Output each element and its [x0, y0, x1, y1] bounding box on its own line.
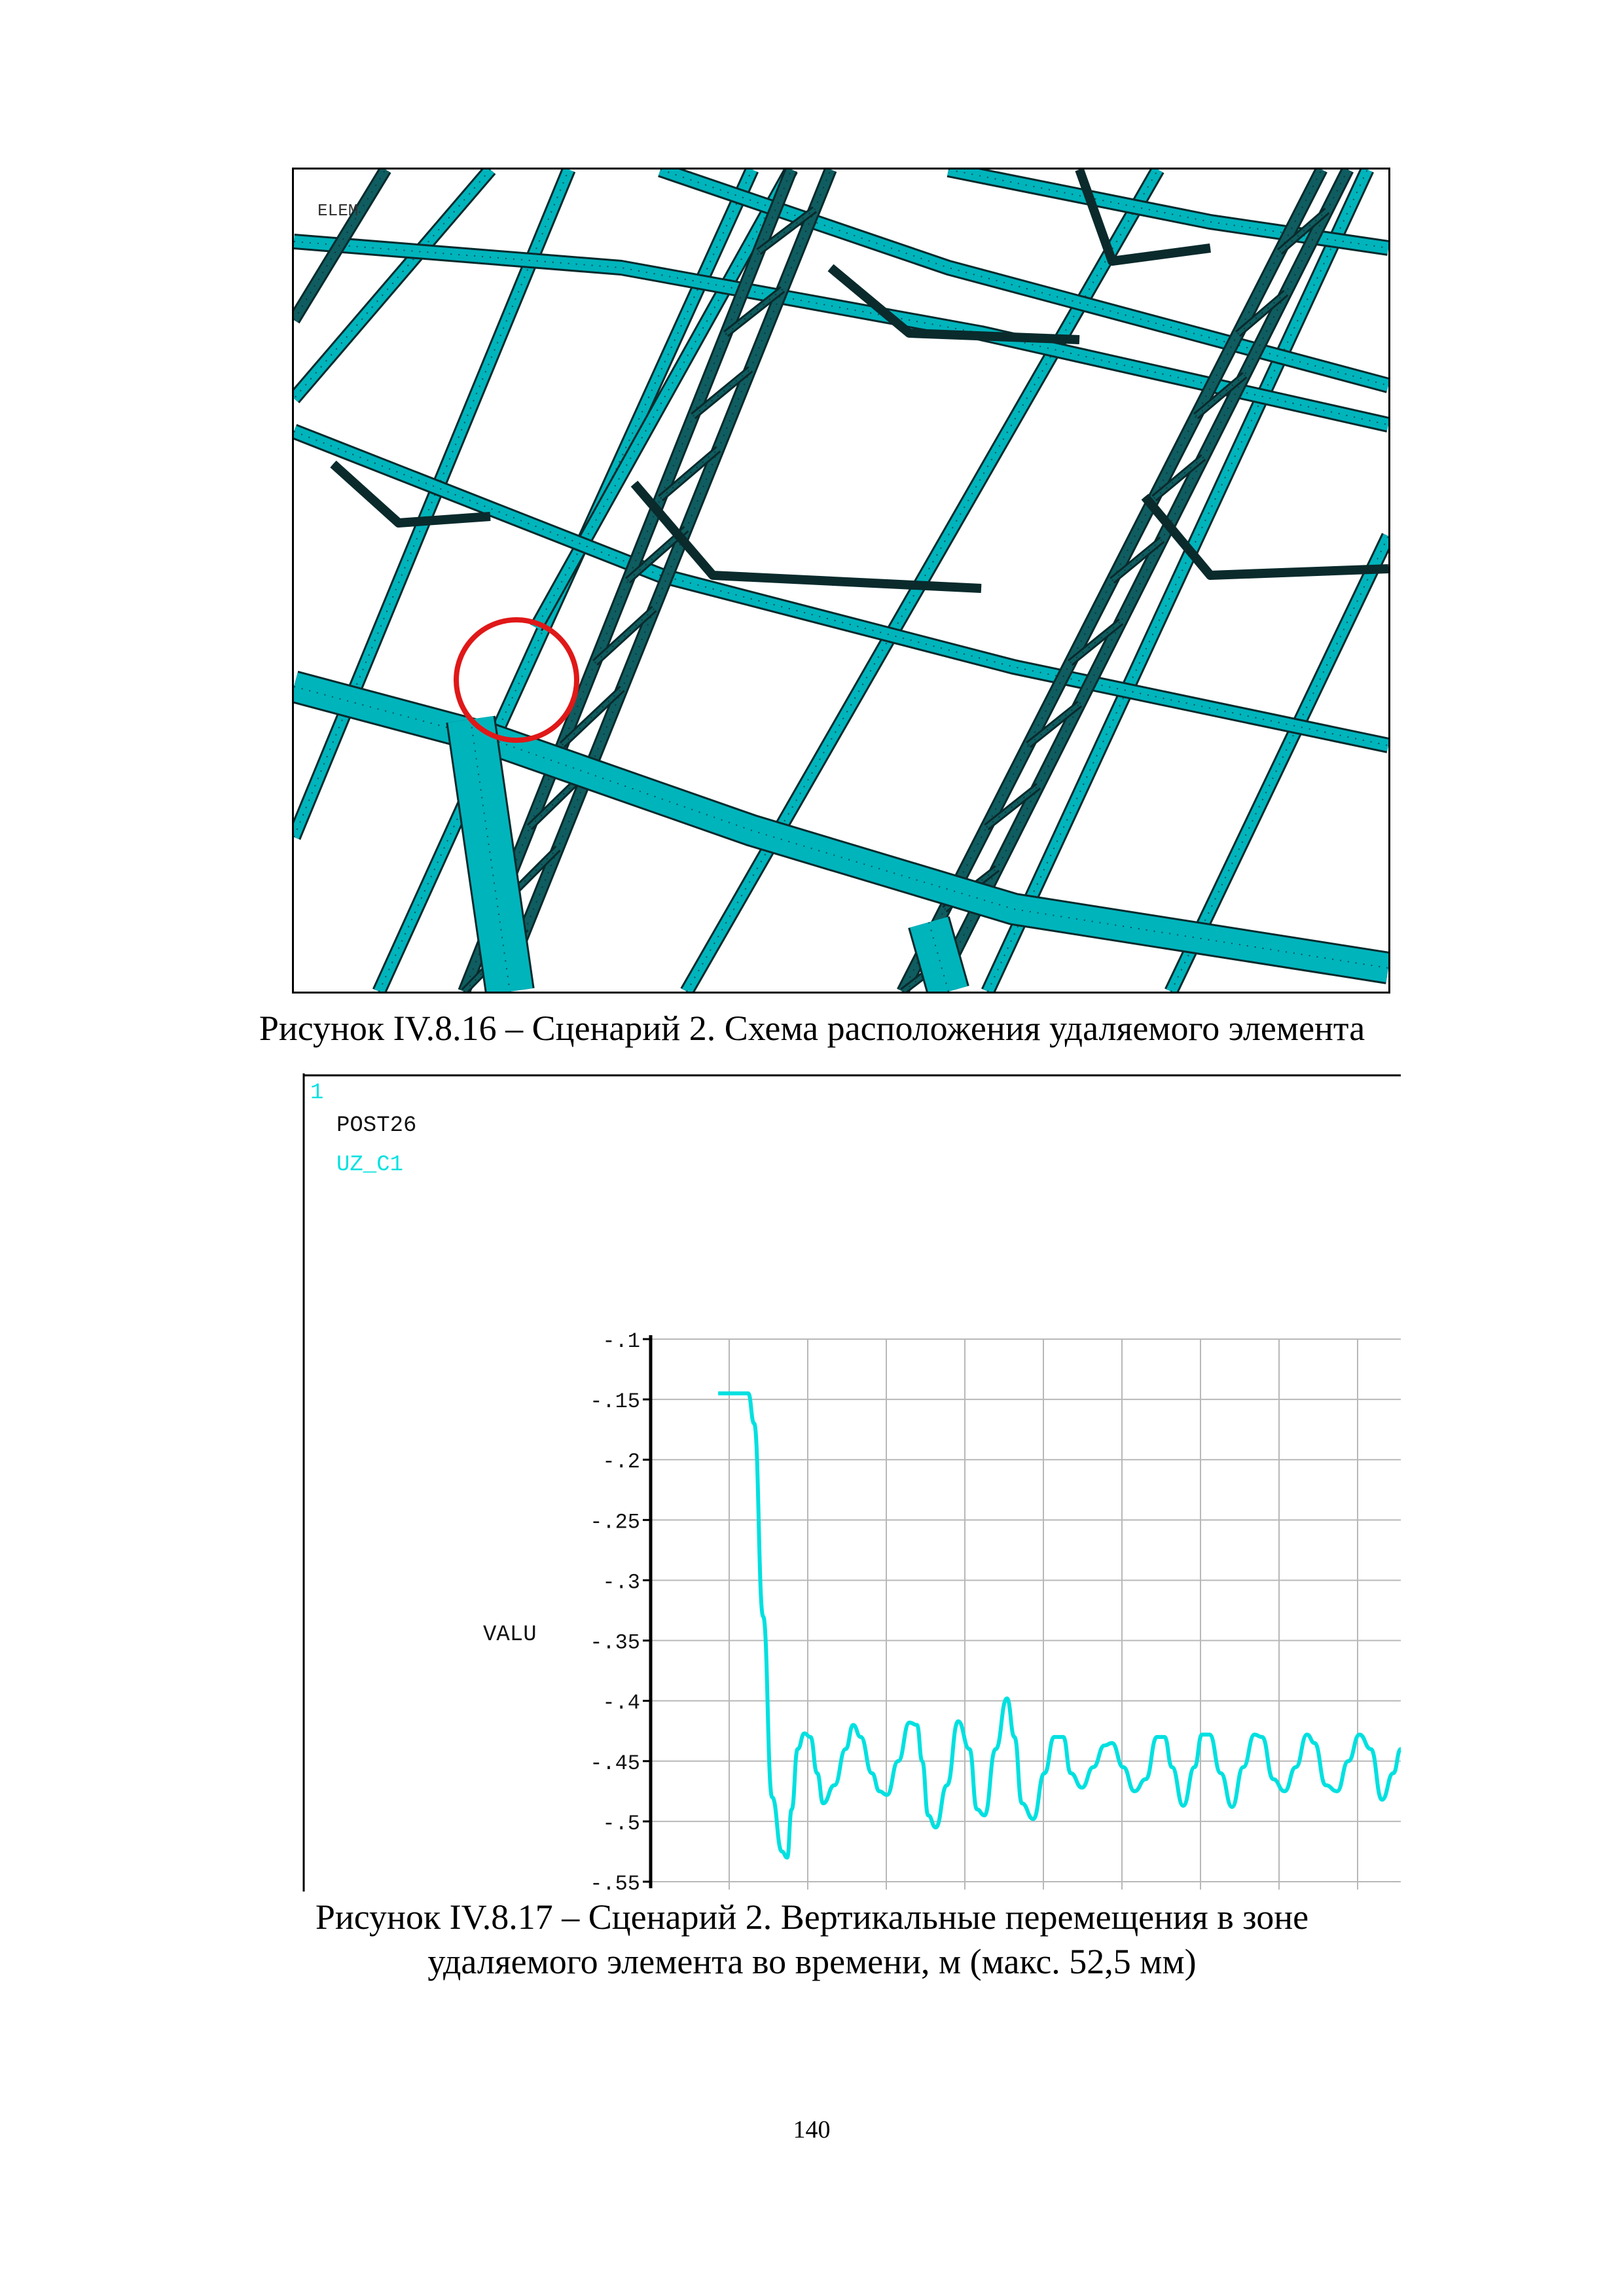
elem-label: ELEM [317, 201, 359, 221]
y-tick-label: -.3 [602, 1570, 640, 1595]
purlin-2 [660, 170, 1388, 386]
series-line-0 [718, 1393, 1401, 1857]
y-tick-label: -.35 [590, 1630, 640, 1655]
structure-model-render [294, 170, 1388, 992]
y-tick-label: -.15 [590, 1390, 640, 1414]
figure-caption-2-line-1: Рисунок IV.8.17 – Сценарий 2. Вертикальные перемещения в зоне [315, 1897, 1309, 1937]
beam-elements [294, 170, 1388, 992]
time-history-chart [301, 1073, 1401, 1896]
figure-caption-1: Рисунок IV.8.16 – Сценарий 2. Схема расположения удаляемого элемента [259, 1009, 1365, 1048]
figure-caption-2-line-2: удаляемого элемента во времени, м (макс. 52,5 мм) [427, 1942, 1197, 1981]
y-tick-label: -.4 [602, 1691, 640, 1715]
y-tick-label: -.55 [590, 1872, 640, 1896]
page-number: 140 [793, 2116, 831, 2144]
program-label: POST26 [336, 1113, 417, 1138]
y-tick-label: -.2 [602, 1450, 640, 1475]
y-tick-label: -.5 [602, 1811, 640, 1836]
y-axis-ticks [590, 1329, 651, 1896]
structure-model-figure [292, 168, 1390, 994]
column-right [929, 922, 948, 992]
series-label: UZ_C1 [336, 1153, 404, 1177]
time-history-chart-figure [301, 1073, 1401, 1896]
y-tick-label: -.45 [590, 1751, 640, 1776]
y-axis-label: VALU [483, 1623, 537, 1647]
y-tick-label: -.25 [590, 1510, 640, 1535]
y-tick-label: -.1 [602, 1329, 640, 1354]
series-layer [718, 1393, 1401, 1857]
window-number: 1 [310, 1081, 324, 1105]
